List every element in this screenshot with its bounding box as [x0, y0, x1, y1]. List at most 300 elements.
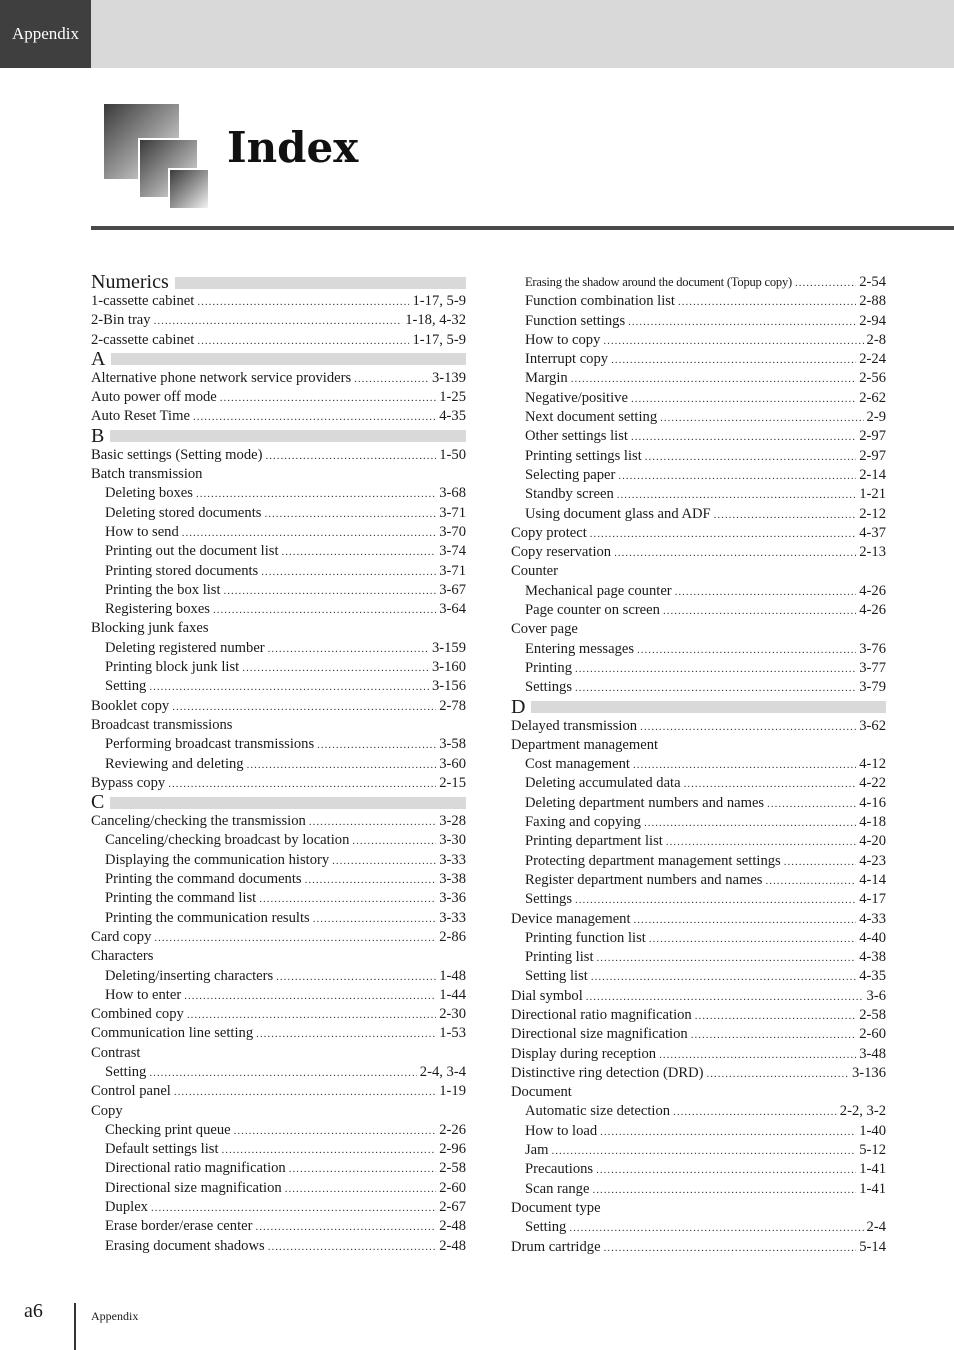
index-subentry[interactable] — [511, 292, 886, 311]
dot-leader — [256, 1025, 436, 1044]
index-entry[interactable] — [91, 1044, 466, 1063]
index-entry[interactable] — [91, 292, 466, 311]
dot-leader — [268, 640, 429, 659]
page-reference[interactable]: 2-15 — [439, 774, 466, 791]
index-entry[interactable] — [511, 524, 886, 543]
index-entry[interactable] — [511, 1238, 886, 1257]
dot-leader — [634, 911, 857, 930]
index-entry[interactable] — [91, 369, 466, 388]
dot-leader — [222, 1141, 437, 1160]
page-reference[interactable]: 1-53 — [439, 1025, 466, 1042]
entry-text: Cost management — [525, 756, 630, 773]
index-subentry[interactable] — [511, 948, 886, 967]
index-entry[interactable] — [91, 697, 466, 716]
index-subentry[interactable] — [511, 1122, 886, 1141]
page-reference[interactable]: 3-28 — [439, 813, 466, 830]
index-subentry[interactable] — [91, 1179, 466, 1198]
index-entry[interactable] — [91, 1102, 466, 1121]
index-entry[interactable] — [511, 1025, 886, 1044]
page-reference[interactable]: 2-88 — [859, 293, 886, 310]
entry-text: How to load — [525, 1122, 598, 1139]
index-subentry[interactable] — [91, 1217, 466, 1236]
footer-section-label: Appendix — [91, 1309, 139, 1323]
index-subentry[interactable] — [91, 870, 466, 889]
index-entry[interactable] — [91, 812, 466, 831]
entry-text: Device management — [511, 910, 631, 927]
entry-text: Function settings — [525, 312, 626, 329]
dot-leader — [149, 678, 429, 697]
entry-text: Displaying the communication history — [105, 851, 330, 868]
index-section-header — [91, 347, 466, 370]
dot-leader — [220, 389, 436, 408]
page-reference[interactable]: 1-44 — [439, 986, 466, 1003]
page-reference[interactable]: 1-25 — [439, 389, 466, 406]
entry-text: Copy protect — [511, 524, 587, 541]
page-reference[interactable]: 4-26 — [859, 602, 886, 619]
index-section-header — [91, 424, 466, 447]
entry-text: Copy — [91, 1102, 123, 1119]
decorative-square-small — [170, 170, 208, 208]
entry-text: Deleting accumulated data — [525, 775, 681, 792]
page-reference[interactable]: 3-71 — [439, 562, 466, 579]
page-reference[interactable]: 2-97 — [859, 447, 886, 464]
entry-text: Basic settings (Setting mode) — [91, 446, 263, 463]
dot-leader — [305, 871, 437, 890]
entry-text: Deleting/inserting characters — [105, 967, 274, 984]
index-entry[interactable] — [91, 716, 466, 735]
dot-leader — [649, 930, 856, 949]
index-subentry[interactable] — [511, 852, 886, 871]
page-reference[interactable]: 4-35 — [859, 968, 886, 985]
index-subentry[interactable] — [91, 1063, 466, 1082]
page-reference[interactable]: 3-156 — [431, 678, 466, 695]
dot-leader — [586, 988, 864, 1007]
dot-leader — [600, 1123, 856, 1142]
entry-text: Using document glass and ADF — [525, 505, 711, 522]
page-reference[interactable]: 2-13 — [859, 544, 886, 561]
index-subentry[interactable] — [511, 312, 886, 331]
index-subentry[interactable] — [91, 484, 466, 503]
index-subentry[interactable] — [91, 1121, 466, 1140]
index-subentry[interactable] — [91, 986, 466, 1005]
dot-leader — [663, 602, 856, 621]
page-reference[interactable]: 2-58 — [859, 1006, 886, 1023]
dot-leader — [149, 1064, 416, 1083]
dot-leader — [591, 968, 856, 987]
page-reference[interactable]: 3-74 — [439, 543, 466, 560]
page-reference[interactable]: 4-37 — [859, 524, 886, 541]
index-section-header — [511, 695, 886, 718]
entry-text: Dial symbol — [511, 987, 583, 1004]
entry-text: Directional ratio magnification — [511, 1006, 692, 1023]
index-subentry[interactable] — [91, 1140, 466, 1159]
dot-leader — [247, 756, 437, 775]
index-entry[interactable] — [511, 736, 886, 755]
index-subentry[interactable] — [511, 813, 886, 832]
index-subentry[interactable] — [91, 755, 466, 774]
index-entry[interactable] — [511, 1083, 886, 1102]
dot-leader — [592, 1181, 856, 1200]
entry-text: Directional size magnification — [511, 1026, 688, 1043]
index-subentry[interactable] — [91, 889, 466, 908]
entry-text: Printing block junk list — [105, 659, 240, 676]
page-reference[interactable]: 2-14 — [859, 466, 886, 483]
index-subentry[interactable] — [91, 639, 466, 658]
page-reference[interactable]: 3-38 — [439, 871, 466, 888]
index-entry[interactable] — [511, 543, 886, 562]
index-subentry[interactable] — [511, 1102, 886, 1121]
dot-leader — [765, 872, 856, 891]
entry-text: Negative/positive — [525, 389, 628, 406]
dot-leader — [255, 1218, 436, 1237]
page-reference[interactable]: 3-6 — [866, 987, 886, 1004]
entry-text: Register department numbers and names — [525, 871, 763, 888]
index-entry[interactable] — [91, 465, 466, 484]
index-subentry[interactable] — [511, 929, 886, 948]
index-subentry[interactable] — [511, 505, 886, 524]
index-subentry[interactable] — [511, 466, 886, 485]
entry-text: Other settings list — [525, 428, 628, 445]
entry-text: Setting — [105, 678, 147, 695]
index-subentry[interactable] — [91, 1198, 466, 1217]
index-entry[interactable] — [91, 947, 466, 966]
index-entry[interactable] — [91, 619, 466, 638]
page-reference[interactable]: 3-71 — [439, 504, 466, 521]
index-subentry[interactable] — [511, 755, 886, 774]
index-section-header — [91, 273, 466, 292]
index-subentry[interactable] — [91, 677, 466, 696]
entry-text: Setting — [525, 1219, 567, 1236]
dot-leader — [289, 1160, 437, 1179]
entry-text: Faxing and copying — [525, 814, 641, 831]
header-bar — [0, 0, 954, 68]
index-section-header — [91, 793, 466, 812]
dot-leader — [259, 890, 436, 909]
entry-text: Registering boxes — [105, 601, 210, 618]
dot-leader — [174, 1083, 436, 1102]
footer-divider — [74, 1303, 76, 1350]
page-reference[interactable]: 3-62 — [859, 717, 886, 734]
page-reference[interactable]: 3-60 — [439, 755, 466, 772]
page-reference[interactable]: 3-33 — [439, 909, 466, 926]
page-reference[interactable]: 4-35 — [439, 408, 466, 425]
index-subentry[interactable] — [511, 1180, 886, 1199]
page-reference[interactable]: 5-12 — [859, 1142, 886, 1159]
entry-text: Selecting paper — [525, 466, 616, 483]
page-reference[interactable]: 1-50 — [439, 446, 466, 463]
page-reference[interactable]: 2-24 — [859, 351, 886, 368]
entry-text: Interrupt copy — [525, 351, 609, 368]
page-reference[interactable]: 2-4 — [866, 1219, 886, 1236]
page-reference[interactable]: 4-16 — [859, 794, 886, 811]
index-subentry[interactable] — [91, 581, 466, 600]
section-letter: D — [511, 695, 526, 718]
index-subentry[interactable] — [511, 832, 886, 851]
page-reference[interactable]: 3-68 — [439, 485, 466, 502]
dot-leader — [276, 968, 436, 987]
index-subentry[interactable] — [91, 504, 466, 523]
page-reference[interactable]: 2-48 — [439, 1218, 466, 1235]
index-entry[interactable] — [511, 1006, 886, 1025]
dot-leader — [640, 718, 856, 737]
index-entry[interactable] — [511, 1064, 886, 1083]
index-entry[interactable] — [511, 1199, 886, 1218]
page-reference[interactable]: 4-26 — [859, 582, 886, 599]
index-entry[interactable] — [91, 311, 466, 330]
entry-text: Document — [511, 1084, 572, 1101]
page-reference[interactable]: 3-30 — [439, 832, 466, 849]
index-entry[interactable] — [91, 1082, 466, 1101]
entry-text: Erasing the shadow around the document (Topup copy) — [525, 275, 792, 289]
page-reference[interactable]: 3-70 — [439, 523, 466, 540]
index-subentry[interactable] — [511, 678, 886, 697]
entry-text: Printing department list — [525, 833, 663, 850]
entry-text: Combined copy — [91, 1006, 184, 1023]
dot-leader — [282, 543, 437, 562]
page-reference[interactable]: 2-26 — [439, 1121, 466, 1138]
index-subentry[interactable] — [511, 659, 886, 678]
page-reference[interactable]: 4-17 — [859, 891, 886, 908]
dot-leader — [182, 524, 436, 543]
index-subentry[interactable] — [91, 735, 466, 754]
index-subentry[interactable] — [91, 1237, 466, 1256]
page-reference[interactable]: 2-56 — [859, 370, 886, 387]
entry-text: Checking print queue — [105, 1121, 231, 1138]
index-subentry[interactable] — [91, 1159, 466, 1178]
dot-leader — [628, 313, 856, 332]
index-subentry[interactable] — [511, 640, 886, 659]
page-reference[interactable]: 4-38 — [859, 949, 886, 966]
page-reference[interactable]: 3-77 — [859, 659, 886, 676]
index-entry[interactable] — [91, 446, 466, 465]
dot-leader — [575, 891, 856, 910]
index-subentry[interactable] — [511, 1218, 886, 1237]
page-reference[interactable]: 2-60 — [439, 1179, 466, 1196]
page-reference[interactable]: 3-48 — [859, 1045, 886, 1062]
dot-leader — [313, 910, 437, 929]
entry-text: Blocking junk faxes — [91, 620, 209, 637]
index-subentry[interactable] — [91, 523, 466, 542]
section-letter: B — [91, 424, 105, 447]
entry-text: Reviewing and deleting — [105, 755, 244, 772]
index-entry[interactable] — [511, 717, 886, 736]
dot-leader — [172, 698, 436, 717]
dot-leader — [213, 601, 436, 620]
entry-text: Card copy — [91, 928, 152, 945]
dot-leader — [659, 1046, 856, 1065]
entry-text: Printing settings list — [525, 447, 642, 464]
page-reference[interactable]: 3-160 — [431, 659, 466, 676]
index-entry[interactable] — [511, 910, 886, 929]
entry-text: Standby screen — [525, 486, 614, 503]
page-reference[interactable]: 1-48 — [439, 967, 466, 984]
entry-text: Canceling/checking the transmission — [91, 813, 306, 830]
index-subentry[interactable] — [91, 600, 466, 619]
page-reference[interactable]: 2-97 — [859, 428, 886, 445]
entry-text: Printing function list — [525, 929, 646, 946]
index-subentry[interactable] — [511, 1141, 886, 1160]
page-reference[interactable]: 1-17, 5-9 — [412, 331, 466, 348]
entry-text: Deleting stored documents — [105, 504, 262, 521]
index-subentry[interactable] — [91, 967, 466, 986]
page-reference[interactable]: 3-67 — [439, 581, 466, 598]
appendix-tab[interactable]: Appendix — [0, 0, 91, 68]
entry-text: How to enter — [105, 986, 182, 1003]
page-reference[interactable]: 2-48 — [439, 1237, 466, 1254]
page-reference[interactable]: 2-9 — [866, 409, 886, 426]
entry-text: Auto power off mode — [91, 389, 217, 406]
entry-text: Display during reception — [511, 1045, 657, 1062]
page-reference[interactable]: 2-60 — [859, 1026, 886, 1043]
index-entry[interactable] — [511, 987, 886, 1006]
page-reference[interactable]: 2-94 — [859, 312, 886, 329]
page-reference[interactable]: 4-18 — [859, 814, 886, 831]
index-subentry[interactable] — [511, 890, 886, 909]
index-entry[interactable] — [91, 407, 466, 426]
entry-text: How to send — [105, 523, 179, 540]
page-reference[interactable]: 4-23 — [859, 852, 886, 869]
entry-text: Drum cartridge — [511, 1238, 601, 1255]
index-subentry[interactable] — [91, 831, 466, 850]
page-reference[interactable]: 2-12 — [859, 505, 886, 522]
dot-leader — [332, 852, 436, 871]
page-reference[interactable]: 2-67 — [439, 1199, 466, 1216]
index-subentry[interactable] — [511, 447, 886, 466]
dot-leader — [660, 409, 863, 428]
index-subentry[interactable] — [511, 273, 886, 292]
index-subentry[interactable] — [511, 582, 886, 601]
page-reference[interactable]: 2-2, 3-2 — [839, 1103, 886, 1120]
index-entry[interactable] — [91, 928, 466, 947]
index-subentry[interactable] — [511, 350, 886, 369]
page-reference[interactable]: 4-20 — [859, 833, 886, 850]
dot-leader — [691, 1026, 857, 1045]
page-reference[interactable]: 3-58 — [439, 736, 466, 753]
page-reference[interactable]: 2-58 — [439, 1160, 466, 1177]
index-subentry[interactable] — [511, 331, 886, 350]
dot-leader — [197, 332, 409, 351]
page-reference[interactable]: 5-14 — [859, 1238, 886, 1255]
page-reference[interactable]: 1-18, 4-32 — [405, 312, 466, 329]
index-subentry[interactable] — [511, 1160, 886, 1179]
index-subentry[interactable] — [91, 909, 466, 928]
index-subentry[interactable] — [91, 542, 466, 561]
index-subentry[interactable] — [511, 967, 886, 986]
entry-text: Setting — [105, 1063, 147, 1080]
page-reference[interactable]: 1-41 — [859, 1180, 886, 1197]
dot-leader — [707, 1065, 849, 1084]
dot-leader — [614, 544, 856, 563]
page-reference[interactable]: 2-54 — [859, 274, 886, 290]
page-reference[interactable]: 3-36 — [439, 890, 466, 907]
entry-text: Delayed transmission — [511, 717, 638, 734]
page-reference[interactable]: 3-64 — [439, 601, 466, 618]
entry-text: Copy reservation — [511, 544, 612, 561]
entry-text: Printing out the document list — [105, 543, 279, 560]
entry-text: 2-Bin tray — [91, 312, 151, 329]
page-reference[interactable]: 4-33 — [859, 910, 886, 927]
index-entry[interactable] — [91, 1005, 466, 1024]
index-subentry[interactable] — [511, 485, 886, 504]
index-entry[interactable] — [91, 331, 466, 350]
dot-leader — [596, 1161, 856, 1180]
page-reference[interactable]: 2-86 — [439, 928, 466, 945]
index-subentry[interactable] — [511, 408, 886, 427]
entry-text: 1-cassette cabinet — [91, 293, 195, 309]
page-reference[interactable]: 2-78 — [439, 697, 466, 714]
dot-leader — [154, 312, 403, 331]
page-reference[interactable]: 1-40 — [859, 1122, 886, 1139]
page-reference[interactable]: 4-22 — [859, 775, 886, 792]
page-reference[interactable]: 2-62 — [859, 389, 886, 406]
page-reference[interactable]: 1-41 — [859, 1161, 886, 1178]
index-entry[interactable] — [511, 1045, 886, 1064]
index-subentry[interactable] — [511, 774, 886, 793]
dot-leader — [618, 467, 856, 486]
dot-leader — [604, 1239, 857, 1258]
entry-text: Printing the communication results — [105, 909, 310, 926]
entry-text: Document type — [511, 1199, 601, 1216]
index-subentry[interactable] — [511, 871, 886, 890]
index-subentry[interactable] — [91, 851, 466, 870]
page-reference[interactable]: 2-96 — [439, 1141, 466, 1158]
page-title: Index — [227, 123, 359, 172]
page-reference[interactable]: 4-14 — [859, 871, 886, 888]
index-entry[interactable] — [91, 388, 466, 407]
index-entry[interactable] — [511, 562, 886, 581]
index-entry[interactable] — [91, 1024, 466, 1043]
dot-leader — [611, 351, 856, 370]
page-reference[interactable]: 3-136 — [851, 1064, 886, 1081]
title-rule — [91, 226, 954, 230]
index-subentry[interactable] — [511, 601, 886, 620]
page-reference[interactable]: 4-40 — [859, 929, 886, 946]
page-reference[interactable]: 1-19 — [439, 1083, 466, 1100]
page-reference[interactable]: 1-21 — [859, 486, 886, 503]
page-reference[interactable]: 3-79 — [859, 679, 886, 696]
entry-text: Printing the command documents — [105, 871, 302, 888]
page-reference[interactable]: 2-30 — [439, 1006, 466, 1023]
entry-text: Setting list — [525, 968, 588, 985]
dot-leader — [268, 1238, 437, 1257]
page-reference[interactable]: 3-159 — [431, 639, 466, 656]
index-subentry[interactable] — [511, 427, 886, 446]
page-reference[interactable]: 2-4, 3-4 — [419, 1063, 466, 1080]
entry-text: Printing stored documents — [105, 562, 259, 579]
page-reference[interactable]: 3-33 — [439, 851, 466, 868]
dot-leader — [196, 485, 436, 504]
index-entry[interactable] — [91, 774, 466, 793]
index-subentry[interactable] — [91, 562, 466, 581]
page-reference[interactable]: 2-8 — [866, 331, 886, 348]
dot-leader — [597, 949, 857, 968]
index-subentry[interactable] — [511, 389, 886, 408]
dot-leader — [571, 370, 857, 389]
index-subentry[interactable] — [91, 658, 466, 677]
dot-leader — [154, 929, 436, 948]
index-subentry[interactable] — [511, 369, 886, 388]
entry-text: How to copy — [525, 331, 601, 348]
entry-text: Settings — [525, 679, 573, 696]
entry-text: Automatic size detection — [525, 1103, 671, 1120]
page-reference[interactable]: 3-76 — [859, 640, 886, 657]
index-entry[interactable] — [511, 620, 886, 639]
entry-text: Alternative phone network service providers — [91, 369, 352, 386]
index-subentry[interactable] — [511, 794, 886, 813]
page-reference[interactable]: 1-17, 5-9 — [412, 293, 466, 309]
page-reference[interactable]: 4-12 — [859, 756, 886, 773]
page-reference[interactable]: 3-139 — [431, 369, 466, 386]
